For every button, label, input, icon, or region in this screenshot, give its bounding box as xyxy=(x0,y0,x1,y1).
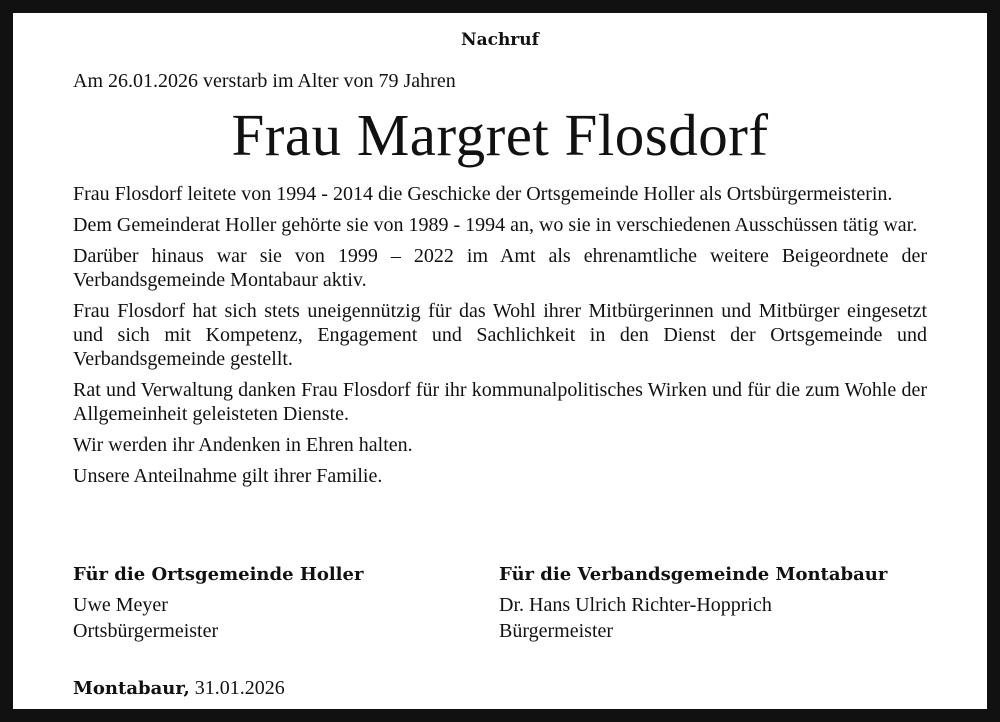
signature-right-role: Bürgermeister xyxy=(499,620,614,642)
deceased-name: Frau Margret Flosdorf xyxy=(231,102,769,168)
paragraph: Darüber hinaus war sie von 1999 – 2022 im Amt als ehrenamtliche weitere Beigeordnete der Verbandsgemeinde Montabaur aktiv. xyxy=(73,245,927,291)
signatures xyxy=(73,562,927,644)
date: 31.01.2026 xyxy=(194,677,285,699)
signature-left-title: Für die Ortsgemeinde Holler xyxy=(73,564,364,585)
paragraph: Frau Flosdorf hat sich stets uneigennützig für das Wohl ihrer Mitbürgerinnen und Mitbürger eingesetzt und sich mit Kompetenz, Engagement und Sachlichkeit in den Dienst der Ortsgemeinde und Verbandsgemeinde gestellt. xyxy=(73,300,927,370)
signature-left-role: Ortsbürgermeister xyxy=(73,620,219,642)
signature-left xyxy=(73,562,493,644)
paragraph: Frau Flosdorf leitete von 1994 - 2014 die Geschicke der Ortsgemeinde Holler als Ortsbürgermeisterin. xyxy=(73,183,893,205)
paragraph: Wir werden ihr Andenken in Ehren halten. xyxy=(73,434,413,456)
signature-right-title: Für die Verbandsgemeinde Montabaur xyxy=(499,564,888,585)
paragraph: Dem Gemeinderat Holler gehörte sie von 1989 - 1994 an, wo sie in verschiedenen Ausschüssen tätig war. xyxy=(73,214,918,236)
signature-left-name: Uwe Meyer xyxy=(73,594,168,616)
paragraph: Rat und Verwaltung danken Frau Flosdorf für ihr kommunalpolitisches Wirken und für die zum Wohle der Allgemeinheit geleisteten Dienste. xyxy=(73,379,927,425)
notice-content xyxy=(73,28,927,495)
notice-heading: Nachruf xyxy=(461,30,539,50)
signature-right-name: Dr. Hans Ulrich Richter-Hopprich xyxy=(499,594,772,616)
place-date xyxy=(73,675,285,702)
place: Montabaur, xyxy=(73,678,190,699)
notice-body xyxy=(73,182,927,488)
signature-right xyxy=(499,562,927,644)
notice-intro: Am 26.01.2026 verstarb im Alter von 79 Jahren xyxy=(73,70,456,92)
paragraph: Unsere Anteilnahme gilt ihrer Familie. xyxy=(73,465,383,487)
